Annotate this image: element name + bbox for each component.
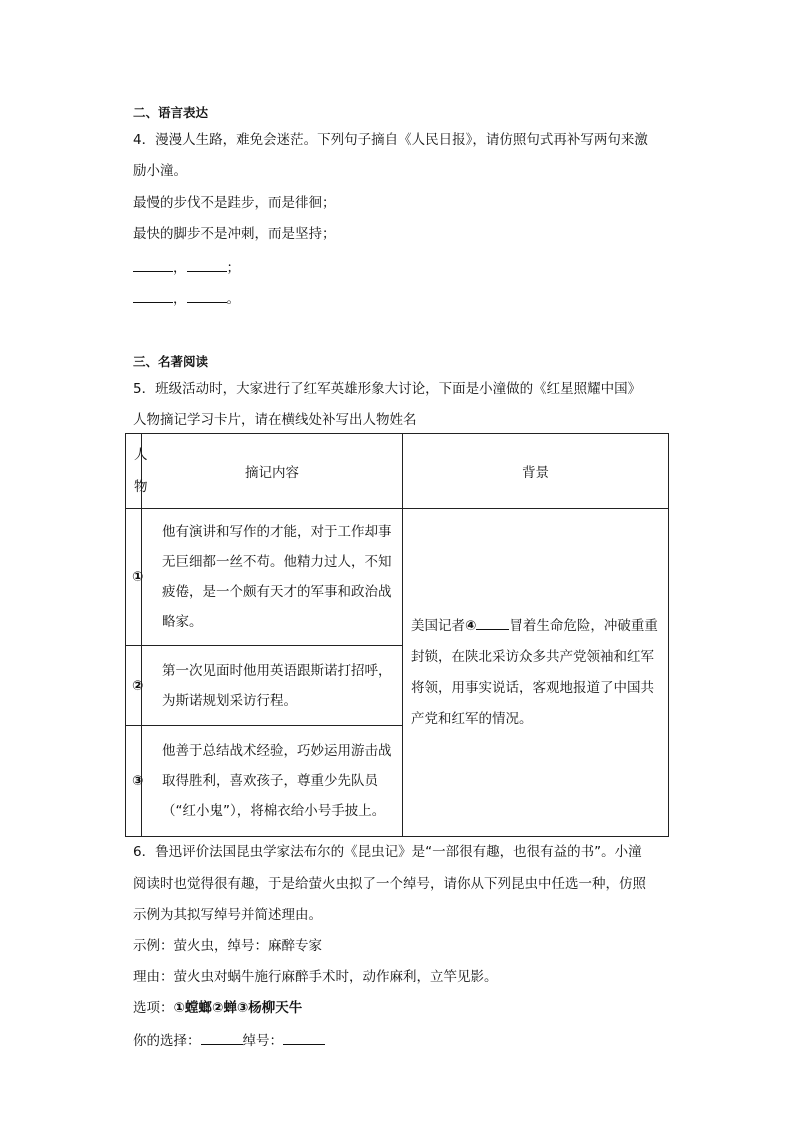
- option-mantis[interactable]: ①螳螂: [173, 1000, 212, 1016]
- header-background: 背景: [403, 434, 669, 509]
- person-cell-1[interactable]: ①: [126, 509, 142, 646]
- question-6-line-2: 阅读时也觉得很有趣，于是给萤火虫拟了一个绰号，请你从下列昆虫中任选一种，仿照: [133, 876, 646, 892]
- options-line: 选项：①螳螂②蝉③杨柳天牛: [133, 1000, 303, 1016]
- answer-line: 你的选择： 绰号：: [133, 1030, 325, 1050]
- option-longhorn-beetle[interactable]: ③杨柳天牛: [236, 1000, 303, 1016]
- example-sentence-1: 最慢的步伐不是跬步，而是徘徊；: [133, 195, 336, 211]
- header-notes: 摘记内容: [142, 434, 403, 509]
- question-4-line-1: 4．漫漫人生路，难免会迷茫。下列句子摘自《人民日报》，请仿照句式再补写两句来激: [133, 132, 648, 148]
- question-4-line-2: 励小潼。: [133, 163, 187, 179]
- question-6-line-3: 示例为其拟写绰号并简述理由。: [133, 907, 322, 923]
- example-sentence-2: 最快的脚步不是冲刺，而是坚持；: [133, 226, 336, 242]
- person-cell-3[interactable]: ③: [126, 726, 142, 837]
- person-cell-2[interactable]: ②: [126, 646, 142, 726]
- question-6-line-1: 6．鲁迅评价法国昆虫学家法布尔的《昆虫记》是“一部很有趣，也很有益的书”。小潼: [133, 844, 642, 860]
- notes-cell-2: 第一次见面时他用英语跟斯诺打招呼，为斯诺规划采访行程。: [142, 646, 403, 726]
- question-5-line-2: 人物摘记学习卡片，请在横线处补写出人物姓名: [133, 412, 417, 428]
- example-reason: 理由：萤火虫对蜗牛施行麻醉手术时，动作麻利，立竿见影。: [133, 969, 498, 985]
- notes-cell-3: 他善于总结战术经验，巧妙运用游击战取得胜利，喜欢孩子，尊重少先队员（“红小鬼”），将棉衣给小号手披上。: [142, 726, 403, 837]
- fill-line-1: ， ；: [133, 257, 240, 277]
- answer-blank[interactable]: [187, 288, 227, 303]
- choice-blank[interactable]: [201, 1030, 243, 1045]
- section-heading-language: 二、语言表达: [133, 105, 209, 120]
- question-5-line-1: 5．班级活动时，大家进行了红军英雄形象大讨论，下面是小潼做的《红星照耀中国》: [133, 381, 642, 397]
- fill-line-2: ， 。: [133, 288, 240, 308]
- answer-blank[interactable]: [476, 615, 509, 630]
- section-heading-classics: 三、名著阅读: [133, 354, 209, 369]
- background-cell: 美国记者④ 冒着生命危险，冲破重重封锁，在陕北采访众多共产党领袖和红军将领，用事实说话，客观地报道了中国共产党和红军的情况。: [403, 509, 669, 837]
- example-nickname: 示例：萤火虫，绰号：麻醉专家: [133, 938, 322, 954]
- character-notes-table: [125, 433, 669, 837]
- answer-blank[interactable]: [133, 288, 173, 303]
- notes-cell-1: 他有演讲和写作的才能，对于工作却事无巨细都一丝不苟。他精力过人，不知疲倦，是一个颇有天才的军事和政治战略家。: [142, 509, 403, 646]
- header-person: 人 物: [126, 434, 142, 509]
- option-cicada[interactable]: ②蝉: [211, 1000, 237, 1016]
- answer-blank[interactable]: [133, 257, 173, 272]
- nickname-blank[interactable]: [283, 1030, 325, 1045]
- answer-blank[interactable]: [187, 257, 227, 272]
